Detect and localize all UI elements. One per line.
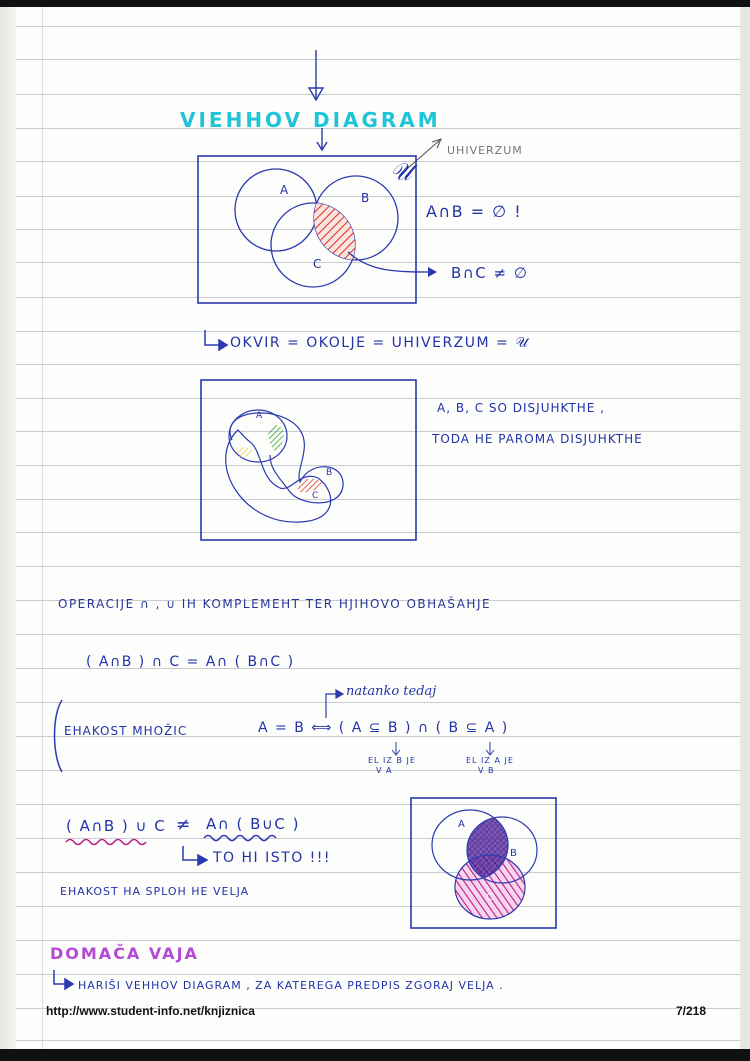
top-arrow [309, 50, 327, 150]
ni-isto-note: TO HI ISTO !!! [213, 850, 332, 866]
okvir-definition: OKVIR = OKOLJE = UHIVERZUM = 𝒰 [230, 335, 530, 351]
footer-url[interactable]: http://www.student-info.net/knjiznica [46, 1004, 255, 1018]
diagram3-label-a: A [458, 819, 465, 830]
enakost-bracket [55, 700, 63, 772]
set-a-circle-1 [235, 169, 317, 251]
a-cap-b-empty: A∩B = ∅ ! [426, 202, 523, 221]
b-cap-c-arrow [348, 252, 436, 272]
associativity-formula: ( A∩B ) ∩ C = A∩ ( B∩C ) [86, 654, 295, 670]
natanko-arrow [326, 690, 343, 718]
hatch-yellow-2 [236, 447, 254, 458]
venn-diagram-3 [411, 798, 556, 928]
diagram3-label-c: C [486, 892, 493, 903]
inequality-left: ( A∩B ) ∪ C [66, 817, 167, 835]
homework-heading: DOMAČA VAJA [50, 944, 199, 963]
scan-bottom-border [0, 1049, 750, 1061]
wavy-underlines [66, 836, 276, 845]
subset-note-a-line1: EL IZ B JE [368, 756, 416, 765]
venn-diagram-2 [201, 380, 416, 540]
okvir-arrow [205, 330, 227, 350]
subset-note-a-line2: V A [376, 766, 393, 775]
inequality-right: A∩ ( B∪C ) [206, 815, 300, 833]
page-title: VIEHHOV DIAGRAM [180, 108, 441, 132]
diagram1-label-b: B [361, 191, 370, 205]
diagram2-label-a: A [256, 411, 263, 421]
diagram2-label-b: B [326, 468, 333, 478]
natanko-tedaj-note: natanko tedaj [346, 684, 437, 699]
homework-arrow [54, 970, 73, 989]
diagram3-label-b: B [510, 848, 517, 859]
disjoint-note-line2: TODA HE PAROMA DISJUHKTHE [432, 432, 643, 446]
universe-frame-1 [198, 156, 416, 303]
disjoint-note-line1: A, B, C SO DISJUHKTHE , [437, 401, 606, 415]
operations-heading: OPERACIJE ∩ , ∪ IH KOMPLEMEHT TER HJIHOVO OBHAŠAHJE [58, 597, 492, 611]
homework-text: HARIŠI VEHHOV DIAGRAM , ZA KATEREGA PREDPIS ZGORAJ VELJA . [78, 979, 504, 992]
page-number: 7/218 [676, 1004, 707, 1018]
subset-small-arrows [392, 742, 494, 755]
inequality-sign: ≠ [176, 815, 192, 835]
diagram1-label-a: A [280, 183, 289, 197]
universe-frame-2 [201, 380, 416, 540]
diagram2-label-c: C [312, 491, 319, 501]
ni-isto-arrow [183, 846, 207, 865]
subset-note-b-line2: V B [478, 766, 495, 775]
universe-label: UHIVERZUM [447, 144, 523, 157]
diagram1-label-c: C [313, 257, 322, 271]
set-equality-formula: A = B ⟺ ( A ⊆ B ) ∩ ( B ⊆ A ) [258, 720, 509, 736]
set-b-curve-2 [230, 413, 343, 503]
universe-symbol: 𝒰 [390, 158, 412, 186]
subset-note-b-line1: EL IZ A JE [466, 756, 514, 765]
enakost-mnozic-label: EHAKOST MHOŽIC [64, 724, 188, 738]
b-cap-c-nonempty: B∩C ≠ ∅ [451, 264, 529, 282]
enakost-ne-velja: EHAKOST HA SPLOH HE VELJA [60, 885, 250, 898]
hatch-green-2 [268, 425, 284, 452]
